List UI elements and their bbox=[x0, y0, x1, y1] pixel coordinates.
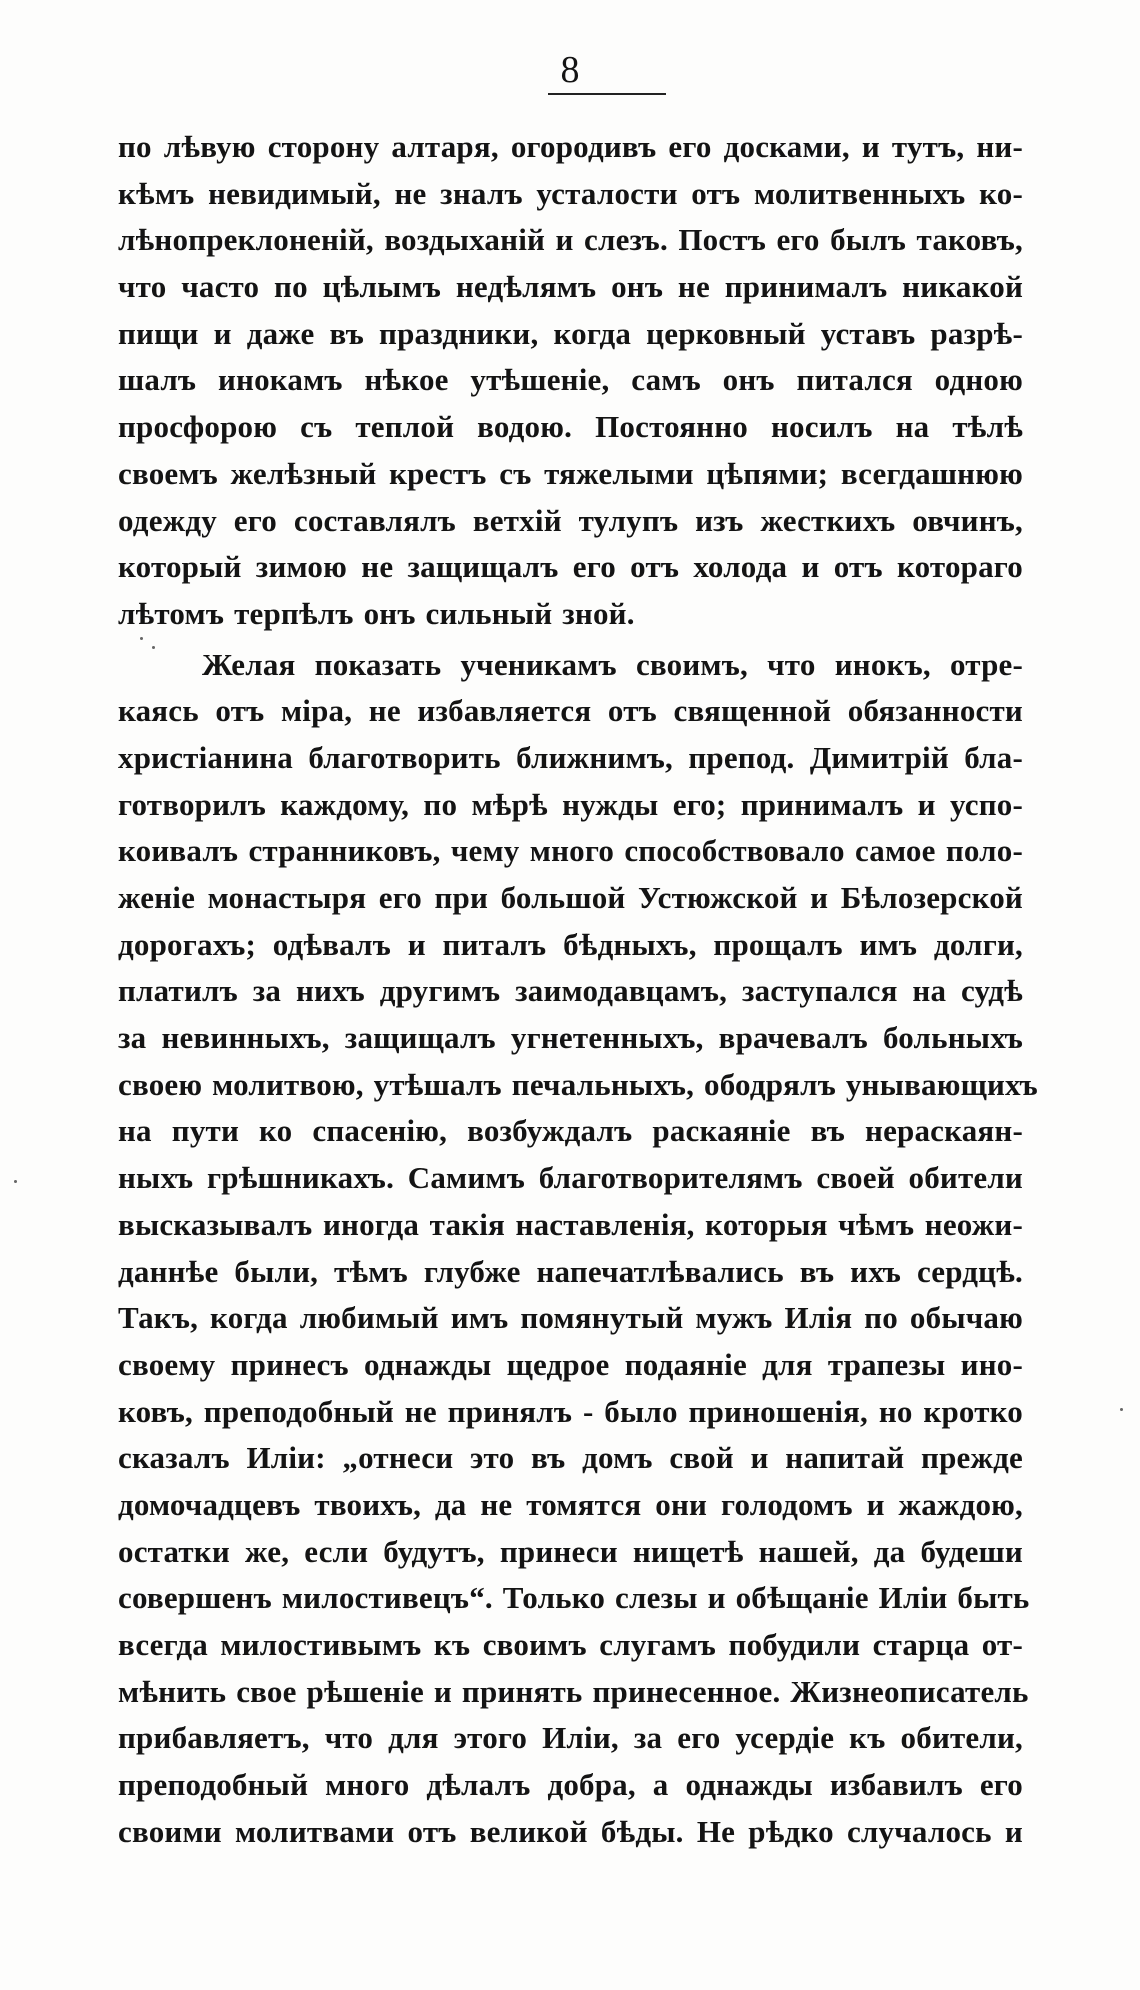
text-line: преподобный много дѣлалъ добра, а однажды избавилъ его bbox=[118, 1767, 1023, 1803]
text-line: своему принесъ однажды щедрое подаяніе для трапезы ино- bbox=[118, 1346, 1023, 1382]
print-speck bbox=[140, 637, 143, 640]
text-line: Такъ, когда любимый имъ помянутый мужъ Илія по обычаю bbox=[118, 1300, 1023, 1336]
text-line: одежду его составлялъ ветхій тулупъ изъ жесткихъ овчинъ, bbox=[118, 502, 1023, 538]
text-line: шалъ инокамъ нѣкое утѣшеніе, самъ онъ питался одною bbox=[118, 362, 1023, 398]
text-line: христіанина благотворить ближнимъ, препод. Димитрій бла- bbox=[118, 739, 1023, 775]
text-line: кѣмъ невидимый, не зналъ усталости отъ молитвенныхъ ко- bbox=[118, 175, 1023, 211]
text-line: что часто по цѣлымъ недѣлямъ онъ не принималъ никакой bbox=[118, 269, 1023, 305]
text-line: пищи и даже въ праздники, когда церковный уставъ разрѣ- bbox=[118, 315, 1023, 351]
text-line: остатки же, если будутъ, принеси нищетѣ нашей, да будеши bbox=[118, 1533, 1023, 1569]
text-line: мѣнить свое рѣшеніе и принять принесенное. Жизнеописатель bbox=[118, 1673, 1029, 1709]
text-line: за невинныхъ, защищалъ угнетенныхъ, врачевалъ больныхъ bbox=[118, 1020, 1023, 1056]
text-line: женіе монастыря его при большой Устюжской и Бѣлозерской bbox=[118, 880, 1023, 915]
text-line: платилъ за нихъ другимъ заимодавцамъ, заступался на судѣ bbox=[118, 973, 1023, 1009]
print-speck bbox=[152, 646, 155, 649]
text-line: высказывалъ иногда такія наставленія, которыя чѣмъ неожи- bbox=[118, 1206, 1023, 1242]
text-line: своемъ желѣзный крестъ съ тяжелыми цѣпями; всегдашнюю bbox=[118, 455, 1023, 491]
print-speck bbox=[14, 1180, 17, 1183]
text-line: каясь отъ міра, не избавляется отъ священной обязанности bbox=[118, 693, 1023, 729]
text-line: ныхъ грѣшникахъ. Самимъ благотворителямъ своей обители bbox=[118, 1160, 1023, 1196]
print-speck bbox=[1120, 1408, 1123, 1411]
text-line: ковъ, преподобный не принялъ - было приношенія, но кротко bbox=[118, 1393, 1023, 1429]
text-line: по лѣвую сторону алтаря, огородивъ его досками, и тутъ, ни- bbox=[118, 129, 1023, 164]
page-number: 8 bbox=[560, 49, 580, 91]
text-line: своими молитвами отъ великой бѣды. Не рѣдко случалось и bbox=[118, 1813, 1023, 1849]
text-line: просфорою съ теплой водою. Постоянно носилъ на тѣлѣ bbox=[118, 409, 1023, 445]
body-text bbox=[118, 124, 1038, 1855]
text-line: лѣтомъ терпѣлъ онъ сильный зной. bbox=[118, 595, 635, 631]
text-line: совершенъ милостивецъ“. Только слезы и обѣщаніе Иліи быть bbox=[118, 1580, 1030, 1616]
text-line: лѣнопреклоненій, воздыханій и слезъ. Постъ его былъ таковъ, bbox=[118, 222, 1023, 258]
text-line: на пути ко спасенію, возбуждалъ раскаяніе въ нераскаян- bbox=[118, 1113, 1023, 1149]
text-line: всегда милостивымъ къ своимъ слугамъ побудили старца от- bbox=[118, 1627, 1023, 1662]
text-line: Желая показать ученикамъ своимъ, что инокъ, отре- bbox=[202, 646, 1023, 682]
text-line: прибавляетъ, что для этого Иліи, за его усердіе къ обители, bbox=[118, 1720, 1023, 1756]
text-line: готворилъ каждому, по мѣрѣ нужды его; принималъ и успо- bbox=[118, 786, 1023, 822]
paragraph-2 bbox=[118, 642, 1038, 1856]
paragraph-1 bbox=[118, 124, 1023, 638]
text-line: домочадцевъ твоихъ, да не томятся они голодомъ и жаждою, bbox=[118, 1486, 1023, 1522]
text-line: даннѣе были, тѣмъ глубже напечатлѣвались въ ихъ сердцѣ. bbox=[118, 1253, 1023, 1289]
page-number-rule bbox=[548, 93, 666, 95]
text-line: сказалъ Иліи: „отнеси это въ домъ свой и напитай прежде bbox=[118, 1440, 1023, 1476]
text-line: дорогахъ; одѣвалъ и питалъ бѣдныхъ, прощалъ имъ долги, bbox=[118, 926, 1023, 962]
text-line: своею молитвою, утѣшалъ печальныхъ, ободрялъ унывающихъ bbox=[118, 1066, 1038, 1102]
text-line: коивалъ странниковъ, чему много способствовало самое поло- bbox=[118, 833, 1023, 869]
text-line: который зимою не защищалъ его отъ холода и отъ котораго bbox=[118, 549, 1023, 585]
